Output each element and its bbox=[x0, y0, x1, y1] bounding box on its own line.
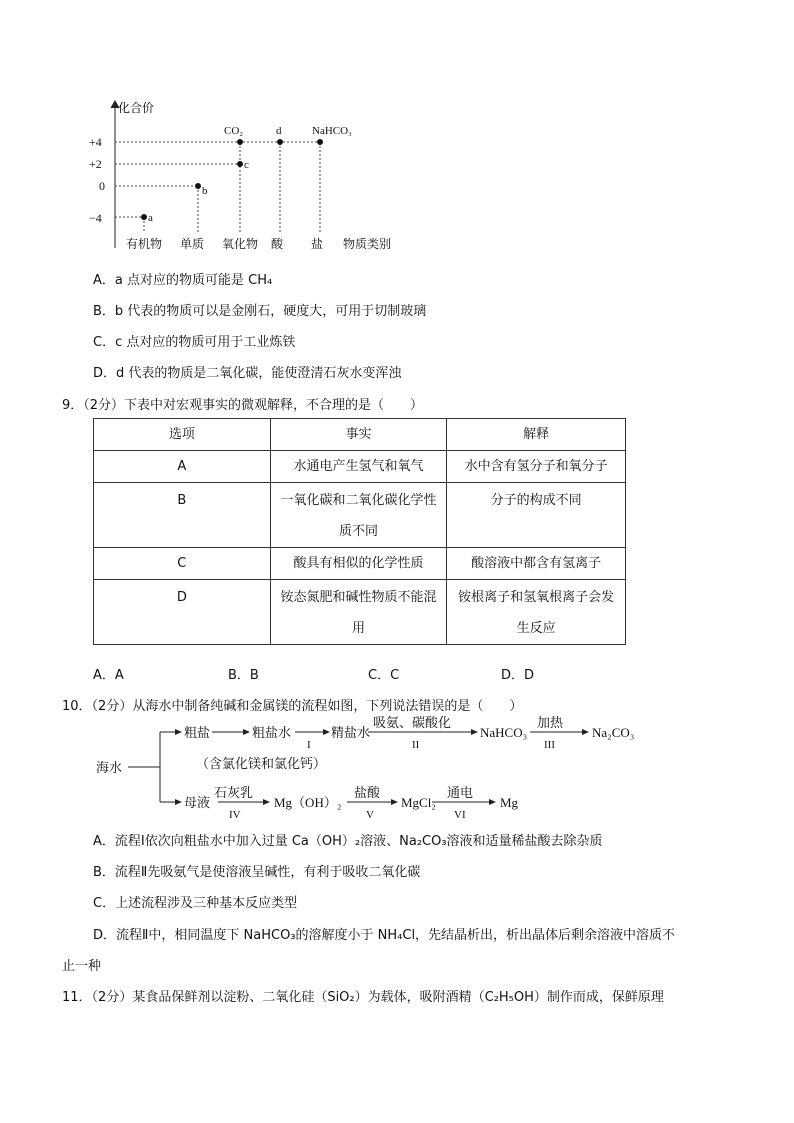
q10-option-a[interactable]: A．流程Ⅰ依次向粗盐水中加入过量 Ca（OH）₂溶液、Na₂CO₃溶液和适量稀盐酸去除杂质 bbox=[93, 834, 603, 849]
q9-answer-c[interactable]: C．C bbox=[368, 668, 400, 683]
q10-stem: 10．（2分）从海水中制备纯碱和金属镁的流程如图，下列说法错误的是（ ） bbox=[62, 699, 523, 714]
point-a bbox=[141, 214, 147, 220]
fact-line-2: 用 bbox=[351, 621, 365, 636]
valence-chart bbox=[85, 98, 415, 258]
row-explanation: 酸溶液中都含有氢离子 bbox=[447, 548, 626, 580]
table-row bbox=[94, 483, 626, 548]
node-mother-liquor: 母液 bbox=[184, 796, 211, 811]
label-nahco3: NaHCO₃ bbox=[312, 125, 352, 137]
table-header-row bbox=[94, 419, 626, 451]
expl-line-1: 铵根离子和氢氧根离子会发 bbox=[458, 590, 615, 605]
x-cat: 酸 bbox=[271, 237, 284, 251]
step-3: III bbox=[544, 739, 555, 751]
q9-table bbox=[93, 418, 626, 645]
chart-points bbox=[141, 139, 323, 220]
header-explanation: 解释 bbox=[447, 419, 626, 451]
row-option: C bbox=[94, 548, 271, 580]
impurity-note: （含氯化镁和氯化钙） bbox=[196, 757, 327, 772]
point-b bbox=[195, 183, 201, 189]
fact-line-1: 铵态氮肥和碱性物质不能混 bbox=[280, 590, 437, 605]
node-mgoh2: Mg（OH）₂ bbox=[274, 795, 342, 810]
step-6: VI bbox=[454, 809, 466, 821]
row-fact bbox=[270, 483, 447, 548]
q10-option-d[interactable]: D．流程Ⅱ中，相同温度下 NaHCO₃的溶解度小于 NH₄Cl，先结晶析出，析出晶体后剩余溶液中溶质不 bbox=[93, 928, 676, 943]
q8-option-c[interactable]: C．c 点对应的物质可用于工业炼铁 bbox=[93, 335, 296, 350]
row-fact bbox=[270, 580, 447, 645]
table-row bbox=[94, 580, 626, 645]
node-mgcl2: MgCl₂ bbox=[401, 795, 436, 810]
row-option: B bbox=[94, 483, 271, 548]
table-row bbox=[94, 451, 626, 483]
y-tick: +2 bbox=[89, 157, 102, 171]
q9-answer-d[interactable]: D．D bbox=[501, 668, 535, 683]
step-1: I bbox=[307, 739, 311, 751]
row-fact: 酸具有相似的化学性质 bbox=[270, 548, 447, 580]
label-c: c bbox=[244, 159, 249, 171]
step-2: II bbox=[412, 739, 420, 751]
process-flow-diagram bbox=[92, 716, 652, 821]
q8-option-a[interactable]: A．a 点对应的物质可能是 CH₄ bbox=[93, 273, 273, 288]
node-mg: Mg bbox=[500, 795, 519, 810]
row-option: A bbox=[94, 451, 271, 483]
label-d: d bbox=[276, 125, 282, 137]
ytick-labels bbox=[89, 135, 105, 225]
node-refined-brine: 精盐水 bbox=[331, 726, 371, 741]
point-d bbox=[277, 139, 283, 145]
q10-option-b[interactable]: B．流程Ⅱ先吸氨气是使溶液呈碱性，有利于吸收二氧化碳 bbox=[93, 865, 421, 880]
x-cat: 有机物 bbox=[126, 237, 163, 251]
row-explanation bbox=[447, 580, 626, 645]
node-crude-salt: 粗盐 bbox=[184, 726, 211, 741]
y-tick: +4 bbox=[89, 135, 102, 149]
label-co2: CO₂ bbox=[224, 125, 244, 137]
node-crude-brine: 粗盐水 bbox=[252, 726, 292, 741]
label-a: a bbox=[148, 212, 153, 224]
row-explanation: 水中含有氢分子和氧分子 bbox=[447, 451, 626, 483]
step-3-label: 加热 bbox=[537, 716, 564, 731]
label-b: b bbox=[202, 185, 208, 197]
node-na2co3: Na₂CO₃ bbox=[592, 725, 635, 740]
fact-line-1: 一氧化碳和二氧化碳化学性 bbox=[280, 493, 437, 508]
step-4-label: 石灰乳 bbox=[214, 786, 254, 801]
header-option: 选项 bbox=[94, 419, 271, 451]
header-fact: 事实 bbox=[270, 419, 447, 451]
row-fact: 水通电产生氢气和氧气 bbox=[270, 451, 447, 483]
x-cat: 氧化物 bbox=[222, 237, 259, 251]
q10-option-c[interactable]: C．上述流程涉及三种基本反应类型 bbox=[93, 896, 298, 911]
q10-option-d-continued: 止一种 bbox=[62, 959, 102, 974]
row-option: D bbox=[94, 580, 271, 645]
step-4: IV bbox=[229, 809, 241, 821]
q8-option-d[interactable]: D．d 代表的物质是二氧化碳，能使澄清石灰水变浑浊 bbox=[93, 366, 402, 381]
node-seawater: 海水 bbox=[96, 761, 123, 776]
point-c bbox=[237, 161, 243, 167]
step-5-label: 盐酸 bbox=[354, 786, 381, 801]
q9-stem: 9．（2分）下表中对宏观事实的微观解释，不合理的是（ ） bbox=[62, 398, 424, 413]
q9-answer-a[interactable]: A．A bbox=[93, 668, 124, 683]
table-row bbox=[94, 548, 626, 580]
fact-line-2: 质不同 bbox=[338, 524, 378, 539]
node-nahco3: NaHCO₃ bbox=[480, 725, 528, 740]
x-cat: 盐 bbox=[311, 237, 324, 251]
point-co2 bbox=[237, 139, 243, 145]
step-6-label: 通电 bbox=[447, 786, 474, 801]
x-category-labels bbox=[126, 236, 391, 251]
q9-answer-b[interactable]: B．B bbox=[228, 668, 259, 683]
x-cat: 单质 bbox=[180, 237, 205, 251]
point-nahco3 bbox=[317, 139, 323, 145]
y-tick: 0 bbox=[99, 179, 105, 193]
row-explanation: 分子的构成不同 bbox=[447, 483, 626, 548]
step-2-label: 吸氨、碳酸化 bbox=[373, 716, 452, 731]
x-axis-label: 物质类别 bbox=[343, 237, 392, 251]
y-tick: −4 bbox=[89, 211, 102, 225]
q11-stem: 11．（2分）某食品保鲜剂以淀粉、二氧化硅（SiO₂）为载体，吸附酒精（C₂H₅OH）制作而成，保鲜原理 bbox=[62, 990, 664, 1005]
expl-line-2: 生反应 bbox=[516, 621, 556, 636]
q8-option-b[interactable]: B．b 代表的物质可以是金刚石，硬度大，可用于切制玻璃 bbox=[93, 304, 427, 319]
step-5: V bbox=[366, 809, 374, 821]
y-axis-label: 化合价 bbox=[118, 101, 155, 115]
